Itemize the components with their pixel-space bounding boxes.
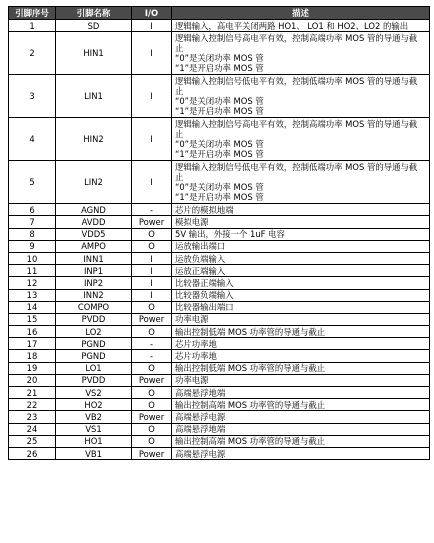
table-row bbox=[9, 252, 430, 264]
pin-number-cell: 16 bbox=[9, 326, 56, 338]
table-row bbox=[9, 161, 430, 204]
description-line: 输出控制低端 MOS 功率管的导通与截止 bbox=[175, 363, 326, 374]
pin-name-cell: HIN1 bbox=[56, 32, 132, 75]
description-line: 止 bbox=[175, 86, 184, 97]
pin-description-cell bbox=[172, 277, 430, 289]
pin-name-cell: VDD5 bbox=[56, 228, 132, 240]
pin-description-cell bbox=[172, 75, 430, 118]
pin-number-cell: 12 bbox=[9, 277, 56, 289]
pin-io-cell: O bbox=[132, 362, 172, 374]
pin-name-cell: PGND bbox=[56, 350, 132, 362]
table-row bbox=[9, 20, 430, 32]
pin-io-cell: I bbox=[132, 252, 172, 264]
pin-description-cell bbox=[172, 447, 430, 459]
table-row bbox=[9, 374, 430, 386]
description-line: 芯片功率地 bbox=[175, 338, 217, 349]
pin-name-cell: LIN2 bbox=[56, 161, 132, 204]
table-row bbox=[9, 240, 430, 252]
description-line: 比较器负端输入 bbox=[175, 290, 234, 301]
description-line: 高端悬浮地端 bbox=[175, 387, 226, 398]
description-line: “1”是开启功率 MOS 管 bbox=[175, 106, 264, 117]
description-line: 高端悬浮电源 bbox=[175, 411, 226, 422]
pin-number-cell: 6 bbox=[9, 204, 56, 216]
pin-name-cell: INN1 bbox=[56, 252, 132, 264]
pin-io-cell: O bbox=[132, 435, 172, 447]
description-line: 止 bbox=[175, 172, 184, 183]
description-line: 运放负端输入 bbox=[175, 253, 226, 264]
pin-number-cell: 7 bbox=[9, 216, 56, 228]
pin-name-cell: AVDD bbox=[56, 216, 132, 228]
pin-number-cell: 19 bbox=[9, 362, 56, 374]
description-line: 高端悬浮地端 bbox=[175, 424, 226, 435]
table-row bbox=[9, 75, 430, 118]
pin-io-cell: O bbox=[132, 301, 172, 313]
pin-io-cell: I bbox=[132, 118, 172, 161]
pin-description-cell bbox=[172, 32, 430, 75]
pin-description-cell bbox=[172, 240, 430, 252]
pin-io-cell: I bbox=[132, 277, 172, 289]
pin-description-cell bbox=[172, 228, 430, 240]
pin-number-cell: 23 bbox=[9, 411, 56, 423]
pin-description-cell bbox=[172, 350, 430, 362]
description-line: 逻辑输入控制信号低电平有效，控制低端功率 MOS 管的导通与截 bbox=[175, 162, 418, 173]
pin-description-cell bbox=[172, 423, 430, 435]
pin-name-cell: VS1 bbox=[56, 423, 132, 435]
pin-description-cell bbox=[172, 326, 430, 338]
header-pin-name: 引脚名称 bbox=[56, 7, 132, 20]
table-row bbox=[9, 435, 430, 447]
description-line: “0”是关闭功率 MOS 管 bbox=[175, 139, 264, 150]
description-line: “0”是关闭功率 MOS 管 bbox=[175, 53, 264, 64]
pin-description-cell bbox=[172, 216, 430, 228]
table-row bbox=[9, 265, 430, 277]
pin-name-cell: HO1 bbox=[56, 435, 132, 447]
pin-description-cell bbox=[172, 204, 430, 216]
pin-io-cell: O bbox=[132, 423, 172, 435]
pin-number-cell: 4 bbox=[9, 118, 56, 161]
pin-io-cell: - bbox=[132, 204, 172, 216]
pin-name-cell: VS2 bbox=[56, 387, 132, 399]
pin-name-cell: PVDD bbox=[56, 374, 132, 386]
pin-number-cell: 25 bbox=[9, 435, 56, 447]
pin-description-cell bbox=[172, 362, 430, 374]
pin-description-table bbox=[8, 6, 430, 460]
pin-name-cell: COMPO bbox=[56, 301, 132, 313]
header-pin-number: 引脚序号 bbox=[9, 7, 56, 20]
description-line: 高端悬浮电源 bbox=[175, 448, 226, 459]
table-row bbox=[9, 32, 430, 75]
description-line: 芯片功率地 bbox=[175, 351, 217, 362]
description-line: 功率电源 bbox=[175, 314, 209, 325]
description-line: 模拟电源 bbox=[175, 216, 209, 227]
pin-number-cell: 3 bbox=[9, 75, 56, 118]
pin-number-cell: 13 bbox=[9, 289, 56, 301]
description-line: 逻辑输入，高电平关闭两路 HO1、 LO1 和 HO2、LO2 的输出 bbox=[175, 20, 409, 31]
pin-description-cell bbox=[172, 118, 430, 161]
pin-number-cell: 14 bbox=[9, 301, 56, 313]
pin-description-cell bbox=[172, 411, 430, 423]
description-line: 比较器正端输入 bbox=[175, 277, 234, 288]
table-row bbox=[9, 118, 430, 161]
table-row bbox=[9, 313, 430, 325]
table-row bbox=[9, 301, 430, 313]
pin-description-cell bbox=[172, 387, 430, 399]
pin-name-cell: INP1 bbox=[56, 265, 132, 277]
description-line: 功率电源 bbox=[175, 375, 209, 386]
pin-name-cell: LIN1 bbox=[56, 75, 132, 118]
description-line: 运放输出端口 bbox=[175, 241, 226, 252]
table-row bbox=[9, 277, 430, 289]
pin-name-cell: HO2 bbox=[56, 399, 132, 411]
pin-io-cell: - bbox=[132, 350, 172, 362]
pin-number-cell: 18 bbox=[9, 350, 56, 362]
table-header-row bbox=[9, 7, 430, 20]
table-row bbox=[9, 326, 430, 338]
header-io: I/O bbox=[132, 7, 172, 20]
pin-name-cell: INN2 bbox=[56, 289, 132, 301]
description-line: 止 bbox=[175, 129, 184, 140]
pin-name-cell: AMPO bbox=[56, 240, 132, 252]
pin-io-cell: Power bbox=[132, 374, 172, 386]
pin-number-cell: 2 bbox=[9, 32, 56, 75]
description-line: “0”是关闭功率 MOS 管 bbox=[175, 96, 264, 107]
pin-description-cell bbox=[172, 374, 430, 386]
pin-io-cell: Power bbox=[132, 313, 172, 325]
pin-description-cell bbox=[172, 252, 430, 264]
table-row bbox=[9, 204, 430, 216]
description-line: 逻辑输入控制信号高电平有效，控制高端功率 MOS 管的导通与截 bbox=[175, 119, 418, 130]
description-line: “1”是开启功率 MOS 管 bbox=[175, 63, 264, 74]
pin-name-cell: INP2 bbox=[56, 277, 132, 289]
pin-io-cell: I bbox=[132, 289, 172, 301]
pin-name-cell: LO1 bbox=[56, 362, 132, 374]
table-row bbox=[9, 447, 430, 459]
pin-number-cell: 8 bbox=[9, 228, 56, 240]
pin-io-cell: I bbox=[132, 20, 172, 32]
header-description: 描述 bbox=[172, 7, 430, 20]
description-line: 止 bbox=[175, 43, 184, 54]
description-line: “1”是开启功率 MOS 管 bbox=[175, 192, 264, 203]
pin-description-cell bbox=[172, 301, 430, 313]
pin-description-cell bbox=[172, 265, 430, 277]
table-row bbox=[9, 411, 430, 423]
pin-description-cell bbox=[172, 20, 430, 32]
pin-io-cell: - bbox=[132, 338, 172, 350]
pin-io-cell: I bbox=[132, 161, 172, 204]
description-line: 芯片的模拟地端 bbox=[175, 204, 234, 215]
pin-description-cell bbox=[172, 313, 430, 325]
pin-name-cell: SD bbox=[56, 20, 132, 32]
description-line: 逻辑输入控制信号高电平有效，控制高端功率 MOS 管的导通与截 bbox=[175, 33, 418, 44]
pin-io-cell: O bbox=[132, 326, 172, 338]
pin-number-cell: 20 bbox=[9, 374, 56, 386]
description-line: 输出控制高端 MOS 功率管的导通与截止 bbox=[175, 436, 326, 447]
pin-number-cell: 17 bbox=[9, 338, 56, 350]
pin-io-cell: Power bbox=[132, 411, 172, 423]
pin-number-cell: 21 bbox=[9, 387, 56, 399]
pin-number-cell: 5 bbox=[9, 161, 56, 204]
pin-name-cell: LO2 bbox=[56, 326, 132, 338]
table-row bbox=[9, 399, 430, 411]
description-line: 输出控制低端 MOS 功率管的导通与截止 bbox=[175, 326, 326, 337]
pin-io-cell: O bbox=[132, 228, 172, 240]
pin-name-cell: HIN2 bbox=[56, 118, 132, 161]
pin-io-cell: I bbox=[132, 75, 172, 118]
description-line: 逻辑输入控制信号低电平有效，控制低端功率 MOS 管的导通与截 bbox=[175, 76, 418, 87]
description-line: “1”是开启功率 MOS 管 bbox=[175, 149, 264, 160]
description-line: 运放正端输入 bbox=[175, 265, 226, 276]
table-row bbox=[9, 338, 430, 350]
pin-io-cell: Power bbox=[132, 447, 172, 459]
pin-number-cell: 9 bbox=[9, 240, 56, 252]
description-line: 输出控制高端 MOS 功率管的导通与截止 bbox=[175, 399, 326, 410]
table-row bbox=[9, 216, 430, 228]
pin-number-cell: 11 bbox=[9, 265, 56, 277]
pin-description-cell bbox=[172, 338, 430, 350]
table-row bbox=[9, 362, 430, 374]
table-row bbox=[9, 387, 430, 399]
description-line: 比较器输出端口 bbox=[175, 302, 234, 313]
description-line: “0”是关闭功率 MOS 管 bbox=[175, 182, 264, 193]
pin-io-cell: O bbox=[132, 387, 172, 399]
pin-name-cell: PVDD bbox=[56, 313, 132, 325]
pin-name-cell: VB2 bbox=[56, 411, 132, 423]
pin-name-cell: PGND bbox=[56, 338, 132, 350]
pin-name-cell: VB1 bbox=[56, 447, 132, 459]
pin-number-cell: 22 bbox=[9, 399, 56, 411]
table-row bbox=[9, 350, 430, 362]
pin-number-cell: 10 bbox=[9, 252, 56, 264]
pin-number-cell: 1 bbox=[9, 20, 56, 32]
pin-name-cell: AGND bbox=[56, 204, 132, 216]
pin-io-cell: I bbox=[132, 32, 172, 75]
pin-number-cell: 15 bbox=[9, 313, 56, 325]
pin-io-cell: Power bbox=[132, 216, 172, 228]
pin-io-cell: I bbox=[132, 265, 172, 277]
pin-number-cell: 24 bbox=[9, 423, 56, 435]
description-line: 5V 输出，外接一个 1uF 电容 bbox=[175, 229, 285, 240]
pin-description-cell bbox=[172, 161, 430, 204]
table-row bbox=[9, 289, 430, 301]
table-row bbox=[9, 423, 430, 435]
pin-io-cell: O bbox=[132, 399, 172, 411]
table-row bbox=[9, 228, 430, 240]
pin-number-cell: 26 bbox=[9, 447, 56, 459]
pin-io-cell: O bbox=[132, 240, 172, 252]
pin-description-cell bbox=[172, 435, 430, 447]
pin-description-cell bbox=[172, 399, 430, 411]
pin-description-cell bbox=[172, 289, 430, 301]
